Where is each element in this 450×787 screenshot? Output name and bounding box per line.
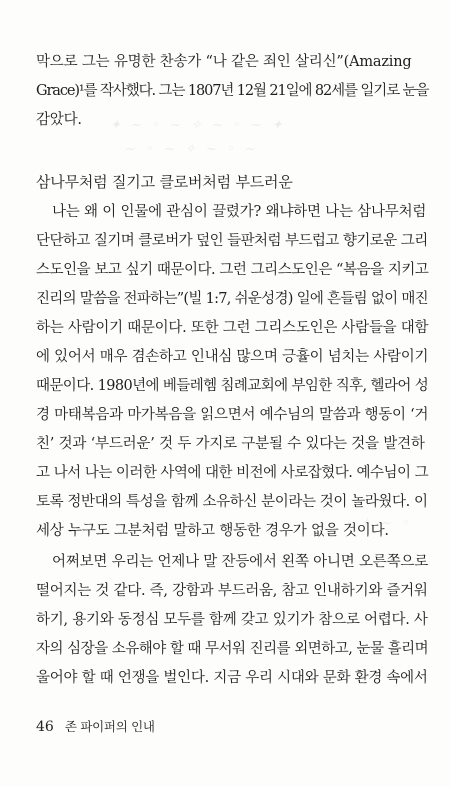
text-line: Grace)¹를 작사했다. 그는 1807년 12월 21일에 82세를 일기로 눈을 bbox=[36, 83, 429, 99]
running-title: 존 파이퍼의 인내 bbox=[64, 719, 155, 734]
section-heading: 삼나무처럼 질기고 클로버처럼 부드러운 bbox=[36, 173, 293, 191]
background-bleed-through: ✦ ~ ◦ ~ ✧ ~ ◦ ~ ✦ bbox=[110, 118, 286, 133]
text-line: 스도인을 보고 싶기 때문이다. 그런 그리스도인은 “복음을 지키고 bbox=[36, 262, 429, 278]
text-line: 친’ 것과 ‘부드러운’ 것 두 가지로 구분될 수 있다는 것을 발견하 bbox=[36, 436, 425, 452]
text-line: 하기, 용기와 동정심 모두를 함께 갖고 있기가 참으로 어렵다. 사 bbox=[36, 612, 428, 628]
text-line: 자의 심장을 소유해야 할 때 무서워 진리를 외면하고, 눈물 흘리며 bbox=[36, 641, 429, 657]
text-line: 세상 누구도 그분처럼 말하고 행동한 경우가 없을 것이다. bbox=[36, 523, 389, 539]
text-line: 진리의 말씀을 전파하는”(빌 1:7, 쉬운성경) 일에 흔들림 없이 매진 bbox=[36, 291, 428, 307]
background-bleed-through: ✧ ~ ◦ bbox=[360, 516, 413, 531]
text-line: 어쩌보면 우리는 언제나 말 잔등에서 왼쪽 아니면 오른쪽으로 bbox=[52, 554, 429, 570]
page-number: 46 bbox=[36, 719, 54, 735]
text-line: 나는 왜 이 인물에 관심이 끌렸가? 왜냐하면 나는 삼나무처럼 bbox=[52, 204, 427, 220]
text-line: 울어야 할 때 언쟁을 벌인다. 지금 우리 시대와 문화 환경 속에서 bbox=[36, 670, 428, 686]
text-line: 막으로 그는 유명한 찬송가 “나 같은 죄인 살리신”(Amazing bbox=[36, 54, 412, 70]
text-line: 감았다. bbox=[36, 112, 82, 128]
text-line: 토록 정반대의 특성을 함께 소유하신 분이라는 것이 놀라웠다. 이 bbox=[36, 494, 428, 510]
text-line: 에 있어서 매우 겸손하고 인내심 많으며 긍휼이 넘치는 사람이기 bbox=[36, 349, 429, 365]
text-line: 때문이다. 1980년에 베들레헴 침례교회에 부임한 직후, 헬라어 성 bbox=[36, 378, 429, 394]
text-line: 단단하고 질기며 클로버가 덮인 들판처럼 부드럽고 향기로운 그리 bbox=[36, 233, 428, 249]
text-line: 고 나서 나는 이러한 사역에 대한 비전에 사로잡혔다. 예수님이 그 bbox=[36, 465, 429, 481]
text-line: 하는 사람이기 때문이다. 또한 그런 그리스도인은 사람들을 대함 bbox=[36, 320, 429, 336]
background-bleed-through: ~ ◦ ~ ✧ ~ ◦ ~ bbox=[125, 142, 259, 157]
text-line: 경 마태복음과 마가복음을 읽으면서 예수님의 말씀과 행동이 ‘거 bbox=[36, 407, 429, 423]
text-line: 떨어지는 것 같다. 즉, 강함과 부드러움, 참고 인내하기와 즐거워 bbox=[36, 583, 428, 599]
page-footer bbox=[36, 716, 155, 737]
